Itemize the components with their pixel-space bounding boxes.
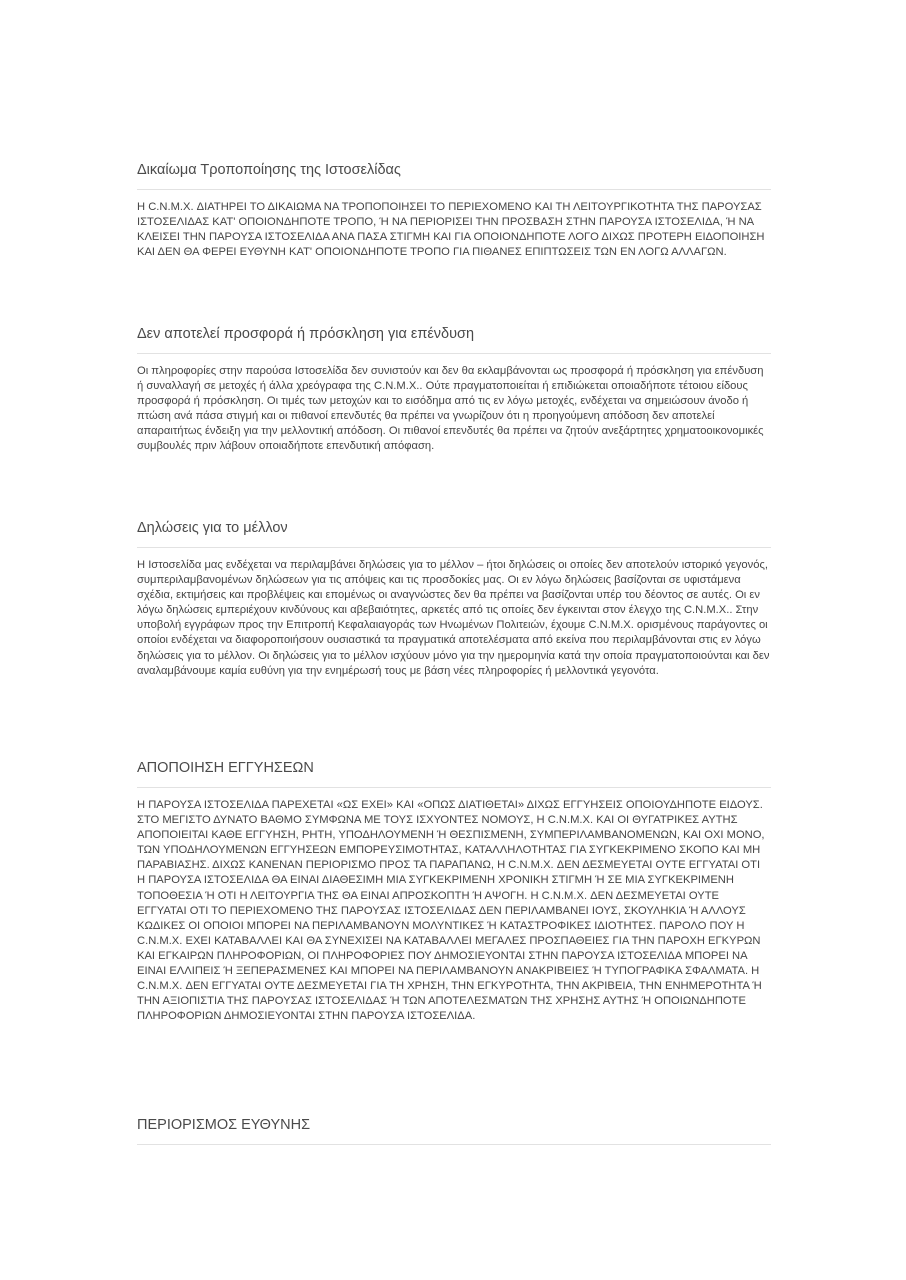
section-heading: Δηλώσεις για το μέλλον [137,520,288,536]
section-divider [137,189,771,190]
section-heading: Δεν αποτελεί προσφορά ή πρόσκληση για επένδυση [137,326,475,342]
section-divider [137,547,771,548]
section-divider [137,353,771,354]
section-body: Η Ιστοσελίδα μας ενδέχεται να περιλαμβάνει δηλώσεις για το μέλλον – ήτοι δηλώσεις οι οποίες δεν αποτελούν ιστορικό γεγονός, συμπεριλαμβανομένων δηλώσεων για τις απόψεις και τις προσδοκίες μας. Οι εν λόγω δηλώσεις βασίζονται σε υφιστάμενα σχέδια, εκτιμήσεις και προβλέψεις και επομένως οι αναγνώστες δεν θα πρέπει να βασίζονται υπέρ του δέοντος σε αυτές. Οι εν λόγω δηλώσεις εμπεριέχουν κινδύνους και αβεβαιότητες, αρκετές από τις οποίες δεν έγκεινται στον έλεγχο της C.N.M.X.. Στην υποβολή εγγράφων προς την Επιτροπή Κεφαλαιαγοράς των Ηνωμένων Πολιτειών, έχουμε C.N.M.X. ορισμένους παράγοντες οι οποίοι ενδέχεται να διαφοροποιήσουν ουσιαστικά τα πραγματικά αποτελέσματα από εκείνα που περιλαμβάνονται στις εν λόγω δηλώσεις για το μέλλον. Οι δηλώσεις για το μέλλον ισχύουν μόνο για την ημερομηνία κατά την οποία πραγματοποιούνται και δεν αναλαμβάνουμε καμία ευθύνη για την ενημέρωσή τους με βάση νέες πληροφορίες ή μελλοντικά γεγονότα. [137,559,770,677]
section-divider [137,1144,771,1145]
section-divider [137,787,771,788]
section-body: Η C.N.M.X. ΔΙΑΤΗΡΕΙ ΤΟ ΔΙΚΑΙΩΜΑ ΝΑ ΤΡΟΠΟΠΟΙΗΣΕΙ ΤΟ ΠΕΡΙΕΧΟΜΕΝΟ ΚΑΙ ΤΗ ΛΕΙΤΟΥΡΓΙΚΟΤΗΤΑ ΤΗΣ ΠΑΡΟΥΣΑΣ ΙΣΤΟΣΕΛΙΔΑΣ ΚΑΤ' ΟΠΟΙΟΝΔΗΠΟΤΕ ΤΡΟΠΟ, Ή ΝΑ ΠΕΡΙΟΡΙΣΕΙ ΤΗΝ ΠΡΟΣΒΑΣΗ ΣΤΗΝ ΠΑΡΟΥΣΑ ΙΣΤΟΣΕΛΙΔΑ, Ή ΝΑ ΚΛΕΙΣΕΙ ΤΗΝ ΠΑΡΟΥΣΑ ΙΣΤΟΣΕΛΙΔΑ ΑΝΑ ΠΑΣΑ ΣΤΙΓΜΗ ΚΑΙ ΓΙΑ ΟΠΟΙΟΝΔΗΠΟΤΕ ΛΟΓΟ ΔΙΧΩΣ ΠΡΟΤΕΡΗ ΕΙΔΟΠΟΙΗΣΗ ΚΑΙ ΔΕΝ ΘΑ ΦΕΡΕΙ ΕΥΘΥΝΗ ΚΑΤ' ΟΠΟΙΟΝΔΗΠΟΤΕ ΤΡΟΠΟ ΓΙΑ ΠΙΘΑΝΕΣ ΕΠΙΠΤΩΣΕΙΣ ΤΩΝ ΕΝ ΛΟΓΩ ΑΛΛΑΓΩΝ. [137,201,765,259]
section-heading: ΠΕΡΙΟΡΙΣΜΟΣ ΕΥΘΥΝΗΣ [137,1117,311,1133]
section-no-offer [137,325,771,455]
section-body: Η ΠΑΡΟΥΣΑ ΙΣΤΟΣΕΛΙΔΑ ΠΑΡΕΧΕΤΑΙ «ΩΣ ΕΧΕΙ» ΚΑΙ «ΟΠΩΣ ΔΙΑΤΙΘΕΤΑΙ» ΔΙΧΩΣ ΕΓΓΥΗΣΕΙΣ ΟΠΟΙΟΥΔΗΠΟΤΕ ΕΙΔΟΥΣ. ΣΤΟ ΜΕΓΙΣΤΟ ΔΥΝΑΤΟ ΒΑΘΜΟ ΣΥΜΦΩΝΑ ΜΕ ΤΟΥΣ ΙΣΧΥΟΝΤΕΣ ΝΟΜΟΥΣ, Η C.N.M.X. ΚΑΙ ΟΙ ΘΥΓΑΤΡΙΚΕΣ ΑΥΤΗΣ ΑΠΟΠΟΙΕΙΤΑΙ ΚΑΘΕ ΕΓΓΥΗΣΗ, ΡΗΤΗ, ΥΠΟΔΗΛΟΥΜΕΝΗ Ή ΘΕΣΠΙΣΜΕΝΗ, ΣΥΜΠΕΡΙΛΑΜΒΑΝΟΜΕΝΩΝ, ΚΑΙ ΟΧΙ ΜΟΝΟ, ΤΩΝ ΥΠΟΔΗΛΟΥΜΕΝΩΝ ΕΓΓΥΗΣΕΩΝ ΕΜΠΟΡΕΥΣΙΜΟΤΗΤΑΣ, ΚΑΤΑΛΛΗΛΟΤΗΤΑΣ ΓΙΑ ΣΥΓΚΕΚΡΙΜΕΝΟ ΣΚΟΠΟ ΚΑΙ ΜΗ ΠΑΡΑΒΙΑΣΗΣ. ΔΙΧΩΣ ΚΑΝΕΝΑΝ ΠΕΡΙΟΡΙΣΜΟ ΠΡΟΣ ΤΑ ΠΑΡΑΠΑΝΩ, Η C.N.M.X. ΔΕΝ ΔΕΣΜΕΥΕΤΑΙ ΟΥΤΕ ΕΓΓΥΑΤΑΙ ΟΤΙ Η ΠΑΡΟΥΣΑ ΙΣΤΟΣΕΛΙΔΑ ΘΑ ΕΙΝΑΙ ΔΙΑΘΕΣΙΜΗ ΜΙΑ ΣΥΓΚΕΚΡΙΜΕΝΗ ΧΡΟΝΙΚΗ ΣΤΙΓΜΗ Ή ΣΕ ΜΙΑ ΣΥΓΚΕΚΡΙΜΕΝΗ ΤΟΠΟΘΕΣΙΑ Ή ΟΤΙ Η ΛΕΙΤΟΥΡΓΙΑ ΤΗΣ ΘΑ ΕΙΝΑΙ ΑΠΡΟΣΚΟΠΤΗ Ή ΑΨΟΓΗ. Η C.N.M.X. ΔΕΝ ΔΕΣΜΕΥΕΤΑΙ ΟΥΤΕ ΕΓΓΥΑΤΑΙ ΟΤΙ ΤΟ ΠΕΡΙΕΧΟΜΕΝΟ ΤΗΣ ΠΑΡΟΥΣΑΣ ΙΣΤΟΣΕΛΙΔΑΣ ΔΕΝ ΠΕΡΙΛΑΜΒΑΝΕΙ ΙΟΥΣ, ΣΚΟΥΛΗΚΙΑ Ή ΑΛΛΟΥΣ ΚΩΔΙΚΕΣ ΟΙ ΟΠΟΙΟΙ ΜΠΟΡΕΙ ΝΑ ΠΕΡΙΛΑΜΒΑΝΟΥΝ ΜΟΛΥΝΤΙΚΕΣ Ή ΚΑΤΑΣΤΡΟΦΙΚΕΣ ΙΔΙΟΤΗΤΕΣ. ΠΑΡΟΛΟ ΠΟΥ Η C.N.M.X. ΕΧΕΙ ΚΑΤΑΒΑΛΛΕΙ ΚΑΙ ΘΑ ΣΥΝΕΧΙΣΕΙ ΝΑ ΚΑΤΑΒΑΛΛΕΙ ΜΕΓΑΛΕΣ ΠΡΟΣΠΑΘΕΙΕΣ ΓΙΑ ΤΗΝ ΠΑΡΟΧΗ ΕΓΚΥΡΩΝ ΚΑΙ ΕΓΚΑΙΡΩΝ ΠΛΗΡΟΦΟΡΙΩΝ, ΟΙ ΠΛΗΡΟΦΟΡΙΕΣ ΠΟΥ ΔΗΜΟΣΙΕΥΟΝΤΑΙ ΣΤΗΝ ΠΑΡΟΥΣΑ ΙΣΤΟΣΕΛΙΔΑ ΜΠΟΡΕΙ ΝΑ ΕΙΝΑΙ ΕΛΛΙΠΕΙΣ Ή ΞΕΠΕΡΑΣΜΕΝΕΣ ΚΑΙ ΜΠΟΡΕΙ ΝΑ ΠΕΡΙΛΑΜΒΑΝΟΥΝ ΑΝΑΚΡΙΒΕΙΕΣ Ή ΤΥΠΟΓΡΑΦΙΚΑ ΣΦΑΛΜΑΤΑ. Η C.N.M.X. ΔΕΝ ΕΓΓΥΑΤΑΙ ΟΥΤΕ ΔΕΣΜΕΥΕΤΑΙ ΓΙΑ ΤΗ ΧΡΗΣΗ, ΤΗΝ ΕΓΚΥΡΟΤΗΤΑ, ΤΗΝ ΑΚΡΙΒΕΙΑ, ΤΗΝ ΕΝΗΜΕΡΟΤΗΤΑ Ή ΤΗΝ ΑΞΙΟΠΙΣΤΙΑ ΤΗΣ ΠΑΡΟΥΣΑΣ ΙΣΤΟΣΕΛΙΔΑΣ Ή ΤΩΝ ΑΠΟΤΕΛΕΣΜΑΤΩΝ ΤΗΣ ΧΡΗΣΗΣ ΑΥΤΗΣ Ή ΟΠΟΙΩΝΔΗΠΟΤΕ ΠΛΗΡΟΦΟΡΙΩΝ ΔΗΜΟΣΙΕΥΟΝΤΑΙ ΣΤΗΝ ΠΑΡΟΥΣΑ ΙΣΤΟΣΕΛΙΔΑ. [137,799,765,1023]
section-body: Οι πληροφορίες στην παρούσα Ιστοσελίδα δεν συνιστούν και δεν θα εκλαμβάνονται ως προσφορά ή πρόσκληση για επένδυση ή συναλλαγή σε μετοχές ή άλλα χρεόγραφα της C.N.M.X.. Ούτε πραγματοποιείται ή επιδιώκεται οποιαδήποτε τέτοιου είδους προσφορά ή πρόσκληση. Οι τιμές των μετοχών και το εισόδημα από τις εν λόγω μετοχές, ενδέχεται να σημειώσουν άνοδο ή πτώση ανά πάσα στιγμή και οι πιθανοί επενδυτές θα πρέπει να γνωρίζουν ότι η προηγούμενη απόδοση δεν αποτελεί απαραιτήτως ένδειξη για την μελλοντική απόδοση. Οι πιθανοί επενδυτές θα πρέπει να ζητούν ανεξάρτητες χρηματοοικονομικές συμβουλές πριν λάβουν οποιαδήποτε επενδυτική απόφαση. [137,365,764,453]
section-forward-looking [137,519,771,679]
section-liability-limitation [137,1116,771,1155]
section-heading: Δικαίωμα Τροποποίησης της Ιστοσελίδας [137,162,401,178]
section-heading: ΑΠΟΠΟΙΗΣΗ ΕΓΓΥΗΣΕΩΝ [137,760,314,776]
section-warranty-disclaimer [137,759,771,1024]
section-modification-rights [137,161,771,260]
